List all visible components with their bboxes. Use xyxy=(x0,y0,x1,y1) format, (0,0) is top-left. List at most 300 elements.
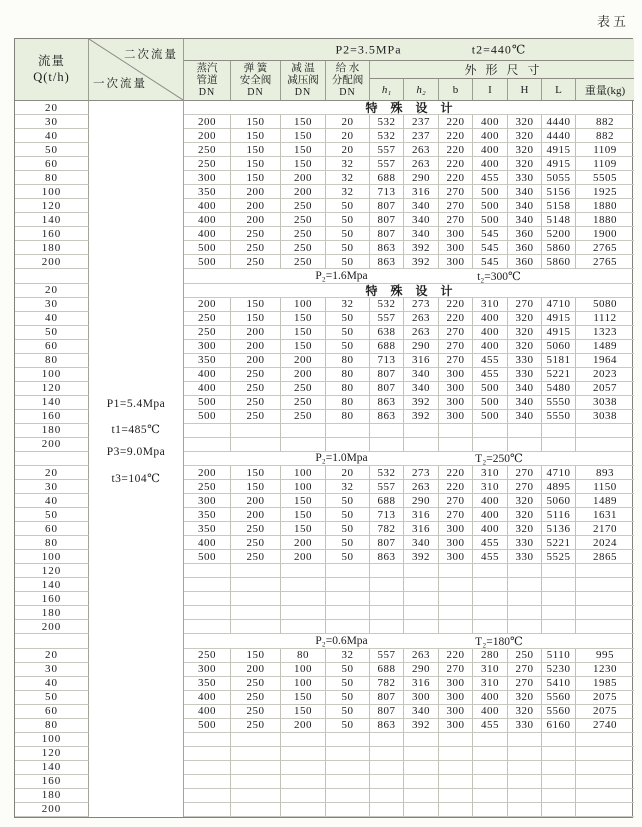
spec-value-cell: 32 xyxy=(326,480,370,494)
spec-value-cell xyxy=(281,733,326,747)
spec-value-cell: 5156 xyxy=(542,185,576,199)
spec-value-cell: 1964 xyxy=(576,354,634,368)
section-temp-label: t₂=300℃ xyxy=(477,270,521,283)
spec-value-cell xyxy=(508,424,542,438)
spec-value-cell: 400 xyxy=(184,382,231,396)
primary-pressure-label: P1=5.4Mpa xyxy=(106,398,166,410)
spec-value-cell xyxy=(326,733,370,747)
spec-value-cell: 150 xyxy=(231,143,281,157)
spec-value-cell: 5560 xyxy=(542,705,576,719)
spec-value-cell: 2740 xyxy=(576,719,634,733)
spec-value-cell: 310 xyxy=(473,663,508,677)
spec-value-cell: 320 xyxy=(508,157,542,171)
spec-value-cell: 300 xyxy=(439,550,473,564)
header-line: 安全阀 xyxy=(239,74,272,86)
spec-value-cell: 150 xyxy=(281,508,326,522)
spec-value-cell: 100 xyxy=(281,663,326,677)
header-line: 蒸汽 xyxy=(196,63,218,75)
spec-value-cell: 250 xyxy=(281,199,326,213)
spec-value-cell xyxy=(542,592,576,606)
spec-value-cell: 5136 xyxy=(542,522,576,536)
spec-value-cell: 250 xyxy=(281,410,326,424)
header-line: DN xyxy=(339,86,356,98)
top-condition-row xyxy=(184,39,634,61)
spec-value-cell: 300 xyxy=(184,494,231,508)
flow-value-cell: 200 xyxy=(15,803,89,817)
spec-value-cell: 270 xyxy=(439,508,473,522)
flow-value-cell: 20 xyxy=(15,466,89,480)
spec-value-cell: 330 xyxy=(508,354,542,368)
spec-value-cell: 50 xyxy=(326,705,370,719)
spec-value-cell: 557 xyxy=(370,143,404,157)
flow-value-cell: 40 xyxy=(15,312,89,326)
spec-value-cell: 455 xyxy=(473,550,508,564)
spec-value-cell xyxy=(542,761,576,775)
spec-value-cell xyxy=(231,564,281,578)
spec-value-cell xyxy=(439,438,473,452)
spec-value-cell xyxy=(231,592,281,606)
spec-value-cell xyxy=(404,592,439,606)
spec-value-cell: 250 xyxy=(231,677,281,691)
spec-value-cell: 300 xyxy=(439,368,473,382)
spec-value-cell: 150 xyxy=(281,494,326,508)
spec-value-cell xyxy=(326,747,370,761)
spec-value-cell xyxy=(404,438,439,452)
spec-value-cell: 220 xyxy=(439,143,473,157)
spec-value-cell: 200 xyxy=(231,213,281,227)
flow-value-cell: 120 xyxy=(15,199,89,213)
spec-value-cell xyxy=(576,438,634,452)
spec-value-cell: 340 xyxy=(508,185,542,199)
spec-value-cell: 200 xyxy=(184,298,231,312)
spec-value-cell xyxy=(370,564,404,578)
spec-value-cell: 100 xyxy=(281,677,326,691)
dimensions-group-header: 外形尺寸 xyxy=(370,61,634,79)
section-condition-row xyxy=(184,452,634,466)
spec-value-cell xyxy=(542,424,576,438)
spec-value-cell: 200 xyxy=(281,368,326,382)
spec-value-cell: 5860 xyxy=(542,255,576,269)
spec-value-cell: 1489 xyxy=(576,340,634,354)
spec-value-cell: 220 xyxy=(439,115,473,129)
spec-value-cell xyxy=(370,789,404,803)
flow-value-cell: 120 xyxy=(15,382,89,396)
spec-value-cell: 20 xyxy=(326,129,370,143)
spec-value-cell xyxy=(281,424,326,438)
spec-value-cell: 20 xyxy=(326,143,370,157)
spec-value-cell xyxy=(281,761,326,775)
spec-value-cell xyxy=(370,803,404,817)
spec-value-cell: 1880 xyxy=(576,213,634,227)
spec-value-cell xyxy=(508,747,542,761)
spec-value-cell: 50 xyxy=(326,663,370,677)
spec-value-cell xyxy=(184,424,231,438)
spec-value-cell: 2075 xyxy=(576,691,634,705)
spec-value-cell xyxy=(542,747,576,761)
spec-value-cell: 250 xyxy=(184,312,231,326)
spec-value-cell: 200 xyxy=(281,536,326,550)
spec-value-cell xyxy=(281,803,326,817)
spec-value-cell: 557 xyxy=(370,157,404,171)
spec-value-cell: 32 xyxy=(326,157,370,171)
table-number-label: 表五 xyxy=(596,14,629,29)
spec-value-cell xyxy=(542,578,576,592)
spec-value-cell: 360 xyxy=(508,241,542,255)
spec-value-cell xyxy=(370,620,404,634)
spec-value-cell xyxy=(439,592,473,606)
spec-value-cell xyxy=(404,761,439,775)
spec-value-cell: 807 xyxy=(370,691,404,705)
spec-value-cell: 200 xyxy=(184,129,231,143)
spec-value-cell xyxy=(542,733,576,747)
flow-value-cell xyxy=(15,634,89,648)
spec-value-cell: 80 xyxy=(326,410,370,424)
spec-value-cell xyxy=(508,620,542,634)
spec-value-cell: 50 xyxy=(326,213,370,227)
spec-value-cell: 32 xyxy=(326,171,370,185)
section-temp-label: T₂=250℃ xyxy=(475,453,523,466)
spec-value-cell: 50 xyxy=(326,677,370,691)
flow-value-cell xyxy=(15,269,89,283)
spec-value-cell: 532 xyxy=(370,129,404,143)
spec-value-cell xyxy=(370,606,404,620)
spec-value-cell: 250 xyxy=(508,649,542,663)
spec-value-cell: 330 xyxy=(508,171,542,185)
column-header-b: b xyxy=(439,79,473,101)
spec-value-cell: 500 xyxy=(473,382,508,396)
spec-value-cell: 340 xyxy=(404,382,439,396)
spec-value-cell xyxy=(326,761,370,775)
flow-value-cell: 60 xyxy=(15,705,89,719)
flow-value-cell: 20 xyxy=(15,101,89,115)
spec-value-cell xyxy=(576,775,634,789)
spec-value-cell: 200 xyxy=(231,326,281,340)
spec-value-cell: 316 xyxy=(404,354,439,368)
spec-value-cell: 150 xyxy=(231,157,281,171)
spec-value-cell: 50 xyxy=(326,227,370,241)
spec-value-cell: 300 xyxy=(439,410,473,424)
spec-value-cell: 350 xyxy=(184,354,231,368)
spec-value-cell: 250 xyxy=(231,691,281,705)
spec-value-cell xyxy=(281,606,326,620)
spec-value-cell xyxy=(473,775,508,789)
spec-value-cell: 400 xyxy=(473,508,508,522)
flow-value-cell: 50 xyxy=(15,691,89,705)
spec-value-cell xyxy=(231,424,281,438)
spec-value-cell: 4440 xyxy=(542,129,576,143)
spec-value-cell: 320 xyxy=(508,312,542,326)
spec-value-cell: 5221 xyxy=(542,536,576,550)
spec-value-cell: 220 xyxy=(439,480,473,494)
flow-value-cell: 120 xyxy=(15,747,89,761)
special-design-cell: 特殊设计 xyxy=(184,101,634,115)
flow-value-cell: 30 xyxy=(15,480,89,494)
spec-value-cell: 300 xyxy=(439,522,473,536)
spec-value-cell: 200 xyxy=(231,663,281,677)
spec-value-cell: 320 xyxy=(508,326,542,340)
spec-value-cell: 80 xyxy=(326,368,370,382)
spec-value-cell: 150 xyxy=(281,143,326,157)
spec-value-cell: 250 xyxy=(231,522,281,536)
spec-value-cell xyxy=(473,606,508,620)
column-header-h1: h₁ xyxy=(370,79,404,101)
spec-value-cell: 2075 xyxy=(576,705,634,719)
spec-value-cell: 250 xyxy=(231,550,281,564)
spec-value-cell xyxy=(473,761,508,775)
spec-value-cell: 250 xyxy=(184,157,231,171)
spec-value-cell: 545 xyxy=(473,255,508,269)
spec-value-cell xyxy=(370,761,404,775)
flow-value-cell: 80 xyxy=(15,171,89,185)
spec-value-cell xyxy=(404,733,439,747)
column-header-weight: 重量(kg) xyxy=(576,79,634,101)
spec-value-cell: 320 xyxy=(508,129,542,143)
spec-value-cell: 400 xyxy=(473,312,508,326)
spec-value-cell xyxy=(576,620,634,634)
flow-value-cell: 30 xyxy=(15,298,89,312)
spec-value-cell: 3038 xyxy=(576,396,634,410)
spec-value-cell: 1230 xyxy=(576,663,634,677)
spec-value-cell: 392 xyxy=(404,719,439,733)
spec-value-cell: 220 xyxy=(439,171,473,185)
spec-value-cell: 688 xyxy=(370,494,404,508)
spec-value-cell: 270 xyxy=(439,213,473,227)
spec-value-cell: 4915 xyxy=(542,157,576,171)
flow-value-cell: 140 xyxy=(15,578,89,592)
spec-value-cell: 350 xyxy=(184,508,231,522)
spec-value-cell: 150 xyxy=(281,522,326,536)
spec-value-cell: 400 xyxy=(184,536,231,550)
spec-value-cell: 300 xyxy=(439,719,473,733)
spec-value-cell: 5860 xyxy=(542,241,576,255)
spec-value-cell: 200 xyxy=(281,185,326,199)
flow-split-header xyxy=(89,39,184,101)
spec-value-cell xyxy=(542,620,576,634)
spec-value-cell: 300 xyxy=(439,705,473,719)
spec-value-cell xyxy=(473,438,508,452)
spec-value-cell: 3038 xyxy=(576,410,634,424)
spec-value-cell: 5158 xyxy=(542,199,576,213)
flow-value-cell: 100 xyxy=(15,368,89,382)
primary-flow-label: 一次流量 xyxy=(93,78,147,90)
spec-value-cell: 5560 xyxy=(542,691,576,705)
spec-value-cell: 50 xyxy=(326,536,370,550)
flow-value-cell: 140 xyxy=(15,761,89,775)
spec-value-cell: 5480 xyxy=(542,382,576,396)
spec-value-cell: 807 xyxy=(370,705,404,719)
section-pressure-label: P₂=1.0Mpa xyxy=(315,452,368,465)
spec-value-cell: 270 xyxy=(439,494,473,508)
spec-value-cell xyxy=(576,592,634,606)
spec-value-cell: 250 xyxy=(281,396,326,410)
spec-value-cell xyxy=(404,620,439,634)
spec-value-cell: 320 xyxy=(508,115,542,129)
spec-value-cell xyxy=(404,578,439,592)
section-condition-row xyxy=(184,634,634,648)
spec-value-cell: 688 xyxy=(370,340,404,354)
spec-value-cell: 455 xyxy=(473,536,508,550)
spec-value-cell xyxy=(370,578,404,592)
spec-value-cell: 270 xyxy=(508,677,542,691)
spec-value-cell: 340 xyxy=(508,382,542,396)
spec-value-cell xyxy=(576,564,634,578)
spec-value-cell xyxy=(326,424,370,438)
spec-value-cell: 713 xyxy=(370,508,404,522)
spec-value-cell: 290 xyxy=(404,340,439,354)
spec-value-cell: 1323 xyxy=(576,326,634,340)
spec-value-cell xyxy=(231,789,281,803)
spec-value-cell: 150 xyxy=(231,171,281,185)
spec-value-cell: 300 xyxy=(439,536,473,550)
spec-value-cell: 4710 xyxy=(542,298,576,312)
spec-value-cell: 400 xyxy=(473,326,508,340)
spec-value-cell: 310 xyxy=(473,480,508,494)
spec-value-cell: 320 xyxy=(508,691,542,705)
spec-value-cell: 545 xyxy=(473,227,508,241)
spec-value-cell: 350 xyxy=(184,677,231,691)
flow-value-cell: 120 xyxy=(15,564,89,578)
flow-value-cell: 100 xyxy=(15,733,89,747)
spec-value-cell xyxy=(231,761,281,775)
spec-value-cell: 350 xyxy=(184,185,231,199)
spec-value-cell xyxy=(184,578,231,592)
spec-value-cell xyxy=(326,620,370,634)
column-header-spring-safety-valve-dn xyxy=(231,61,281,101)
spec-value-cell: 310 xyxy=(473,466,508,480)
spec-value-cell: 320 xyxy=(508,494,542,508)
spec-value-cell: 863 xyxy=(370,719,404,733)
spec-value-cell: 4915 xyxy=(542,143,576,157)
spec-value-cell: 5055 xyxy=(542,171,576,185)
spec-value-cell: 200 xyxy=(281,550,326,564)
spec-value-cell: 638 xyxy=(370,326,404,340)
spec-value-cell: 1880 xyxy=(576,199,634,213)
spec-value-cell: 250 xyxy=(281,241,326,255)
spec-value-cell xyxy=(473,424,508,438)
spec-value-cell: 1631 xyxy=(576,508,634,522)
spec-value-cell xyxy=(576,803,634,817)
spec-value-cell: 863 xyxy=(370,396,404,410)
flow-value-cell: 50 xyxy=(15,326,89,340)
spec-value-cell xyxy=(370,592,404,606)
spec-value-cell xyxy=(231,747,281,761)
spec-value-cell: 250 xyxy=(231,396,281,410)
column-header-feedwater-distribution-valve-dn xyxy=(326,61,370,101)
spec-value-cell: 200 xyxy=(231,340,281,354)
spec-value-cell: 250 xyxy=(231,536,281,550)
spec-value-cell: 863 xyxy=(370,550,404,564)
spec-value-cell: 400 xyxy=(184,227,231,241)
spec-value-cell: 713 xyxy=(370,354,404,368)
spec-value-cell: 263 xyxy=(404,312,439,326)
spec-value-cell: 1900 xyxy=(576,227,634,241)
spec-value-cell xyxy=(508,803,542,817)
spec-value-cell: 2057 xyxy=(576,382,634,396)
spec-value-cell: 5221 xyxy=(542,368,576,382)
spec-value-cell: 400 xyxy=(184,213,231,227)
spec-value-cell: 290 xyxy=(404,663,439,677)
spec-value-cell: 200 xyxy=(231,494,281,508)
flow-value-cell: 100 xyxy=(15,550,89,564)
spec-value-cell: 200 xyxy=(184,115,231,129)
spec-value-cell: 392 xyxy=(404,241,439,255)
spec-value-cell: 250 xyxy=(184,143,231,157)
spec-value-cell: 1109 xyxy=(576,143,634,157)
flow-value-cell: 30 xyxy=(15,115,89,129)
spec-value-cell: 50 xyxy=(326,340,370,354)
spec-value-cell xyxy=(439,564,473,578)
spec-value-cell: 263 xyxy=(404,143,439,157)
spec-value-cell: 557 xyxy=(370,649,404,663)
spec-value-cell: 320 xyxy=(508,340,542,354)
spec-value-cell xyxy=(404,606,439,620)
spec-value-cell xyxy=(326,438,370,452)
flow-value-cell: 60 xyxy=(15,157,89,171)
spec-value-cell: 250 xyxy=(281,382,326,396)
spec-value-cell: 237 xyxy=(404,115,439,129)
spec-value-cell: 200 xyxy=(231,354,281,368)
spec-value-cell: 1150 xyxy=(576,480,634,494)
spec-value-cell: 290 xyxy=(404,494,439,508)
spec-value-cell: 263 xyxy=(404,480,439,494)
primary-temp-label: t1=485℃ xyxy=(111,424,161,436)
spec-value-cell: 300 xyxy=(184,663,231,677)
spec-value-cell xyxy=(473,592,508,606)
primary-flow-conditions-cell xyxy=(89,101,184,817)
spec-value-cell: 4915 xyxy=(542,326,576,340)
spec-value-cell: 220 xyxy=(439,312,473,326)
spec-value-cell xyxy=(439,747,473,761)
flow-value-cell xyxy=(15,452,89,466)
spec-value-cell: 273 xyxy=(404,298,439,312)
spec-value-cell: 400 xyxy=(473,522,508,536)
spec-value-cell: 400 xyxy=(473,129,508,143)
spec-value-cell: 50 xyxy=(326,691,370,705)
tertiary-pressure-label: P3=9.0Mpa xyxy=(106,446,166,458)
spec-value-cell: 400 xyxy=(184,691,231,705)
header-line: DN xyxy=(198,86,216,98)
spec-value-cell: 270 xyxy=(439,354,473,368)
spec-value-cell: 455 xyxy=(473,171,508,185)
header-line: 减压阀 xyxy=(287,74,319,86)
spec-value-cell: 150 xyxy=(281,340,326,354)
spec-value-cell: 782 xyxy=(370,522,404,536)
header-line: 弹 簧 xyxy=(243,63,268,75)
spec-value-cell: 360 xyxy=(508,255,542,269)
spec-value-cell: 5080 xyxy=(576,298,634,312)
spec-value-cell: 263 xyxy=(404,326,439,340)
spec-value-cell: 250 xyxy=(184,649,231,663)
spec-value-cell: 340 xyxy=(508,199,542,213)
spec-value-cell xyxy=(184,438,231,452)
spec-value-cell: 5410 xyxy=(542,677,576,691)
spec-value-cell xyxy=(326,789,370,803)
spec-value-cell: 300 xyxy=(439,691,473,705)
spec-value-cell xyxy=(473,733,508,747)
flow-value-cell: 50 xyxy=(15,508,89,522)
section-pressure-label: P₂=1.6Mpa xyxy=(315,269,368,282)
spec-value-cell: 80 xyxy=(326,396,370,410)
spec-value-cell xyxy=(542,564,576,578)
spec-value-cell xyxy=(281,578,326,592)
flow-value-cell: 40 xyxy=(15,129,89,143)
column-header-h2: h₂ xyxy=(404,79,439,101)
spec-value-cell: 250 xyxy=(231,368,281,382)
header-line: 减 温 xyxy=(291,63,315,75)
spec-value-cell: 807 xyxy=(370,199,404,213)
flow-value-cell: 180 xyxy=(15,789,89,803)
spec-value-cell xyxy=(576,761,634,775)
